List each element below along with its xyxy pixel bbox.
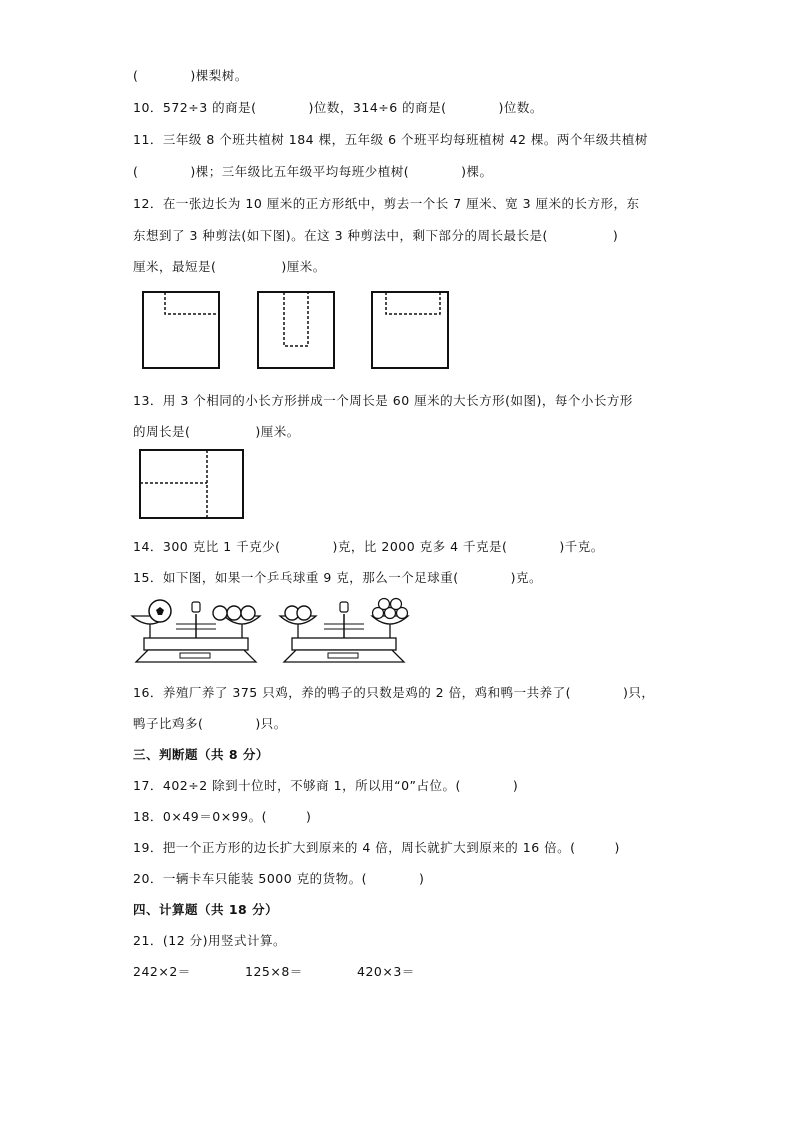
q12-cut-figures	[140, 290, 460, 370]
volleyball-icon	[213, 606, 227, 620]
question-12-line-1: 12．在一张边长为 10 厘米的正方形纸中，剪去一个长 7 厘米、宽 3 厘米的长方形，东	[133, 196, 640, 211]
question-11-line-1: 11．三年级 8 个班共植树 184 棵，五年级 6 个班平均每班植树 42 棵。两个年级共植树	[133, 132, 648, 147]
cut-figure-2	[258, 292, 334, 368]
question-21: 21．(12 分)用竖式计算。	[133, 933, 287, 948]
question-10: 10．572÷3 的商是( )位数，314÷6 的商是( )位数。	[133, 100, 543, 115]
question-12-line-3: 厘米，最短是( )厘米。	[133, 259, 326, 274]
question-18: 18．0×49＝0×99。( )	[133, 809, 312, 824]
question-15: 15．如下图，如果一个乒乓球重 9 克，那么一个足球重( )克。	[133, 570, 543, 585]
volleyball-icon	[297, 606, 311, 620]
ping-pong-ball-icon	[379, 599, 390, 610]
ping-pong-ball-icon	[391, 599, 402, 610]
cut-figure-3	[372, 292, 448, 368]
cut-figure-1	[143, 292, 219, 368]
section-3-heading: 三、判断题（共 8 分）	[133, 747, 269, 762]
question-13-line-1: 13．用 3 个相同的小长方形拼成一个周长是 60 厘米的大长方形(如图)，每个小长方形	[133, 393, 633, 408]
calc-item: 420×3＝	[357, 964, 415, 979]
q13-rectangle-figure	[138, 448, 248, 522]
section-4-heading: 四、计算题（共 18 分）	[133, 902, 279, 917]
question-13-line-2: 的周长是( )厘米。	[133, 424, 300, 439]
question-20: 20．一辆卡车只能装 5000 克的货物。( )	[133, 871, 425, 886]
question-9-tail: ( )棵梨树。	[133, 68, 248, 83]
calc-item: 125×8＝	[245, 964, 303, 979]
scale-right	[280, 599, 408, 663]
volleyball-icon	[227, 606, 241, 620]
scale-left	[132, 600, 260, 662]
question-12-line-2: 东想到了 3 种剪法(如下图)。在这 3 种剪法中，剩下部分的周长最长是( )	[133, 228, 619, 243]
question-16-line-1: 16．养殖厂养了 375 只鸡，养的鸭子的只数是鸡的 2 倍，鸡和鸭一共养了( )只，	[133, 685, 655, 700]
question-11-line-2: ( )棵；三年级比五年级平均每班少植树( )棵。	[133, 164, 493, 179]
question-17: 17．402÷2 除到十位时，不够商 1，所以用“0”占位。( )	[133, 778, 519, 793]
question-19: 19．把一个正方形的边长扩大到原来的 4 倍，周长就扩大到原来的 16 倍。( )	[133, 840, 620, 855]
question-16-line-2: 鸭子比鸡多( )只。	[133, 716, 287, 731]
volleyball-icon	[241, 606, 255, 620]
calc-item: 242×2＝	[133, 964, 191, 979]
question-14: 14．300 克比 1 千克少( )克，比 2000 克多 4 千克是( )千克。	[133, 539, 604, 554]
q15-balance-scales	[130, 596, 410, 668]
